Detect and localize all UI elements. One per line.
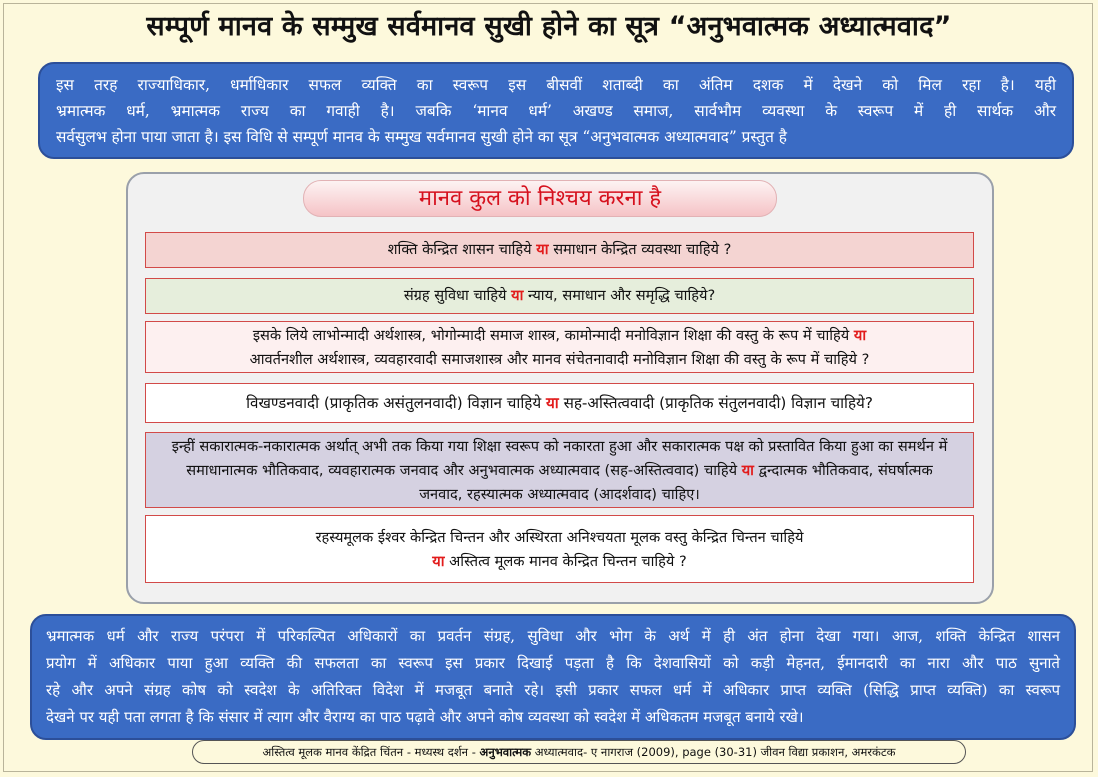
or-connector: या (545, 394, 559, 412)
or-connector: या (511, 287, 524, 304)
question-education-content (145, 321, 974, 373)
option-b: सह-अस्तित्ववादी (प्राकृतिक संतुलनवादी) विज्ञान चाहिये? (563, 394, 873, 412)
citation-text: अध्यात्मवाद- ए नागराज (2009), page (30-31) जीवन विद्या प्रकाशन, अमरकंटक (534, 745, 896, 759)
panel-heading: मानव कुल को निश्चय करना है (303, 180, 777, 217)
citation-text: अस्तित्व मूलक मानव केंद्रित चिंतन - मध्यस्थ दर्शन - (262, 745, 476, 759)
intro-line: इस तरह राज्याधिकार, धर्माधिकार सफल व्यक्ति का स्वरूप इस बीसवीं शताब्दी का अंतिम दशक में देखने को मिल रहा है। यही (56, 76, 1056, 94)
option-b: आवर्तनशील अर्थशास्त्र, व्यवहारवादी समाजशास्त्र और मानव संचेतनावादी मनोविज्ञान शिक्षा की वस्तु के रूप में चाहिये ? (249, 351, 870, 368)
option-a: इन्हीं सकारात्मक-नकारात्मक अर्थात् अभी तक किया गया शिक्षा स्वरूप को नकारता हुआ और सकारात्मक पक्ष को प्रस्तावित किया हुआ का समर्थन में समाधानात्मक भौतिकवाद, व्यवहारात्मक जनवाद और अनुभवात्मक अध्यात्मवाद (सह-अस्तित्ववाद) चाहिये (171, 438, 948, 479)
intro-line: सर्वसुलभ होना पाया जाता है। इस विधि से सम्पूर्ण मानव के सम्मुख सर्वमानव सुखी होने का सूत्र “अनुभवात्मक अध्यात्मवाद” प्रस्तुत है (56, 128, 787, 146)
option-b: द्वन्दात्मक भौतिकवाद, संघर्षात्मक जनवाद, रहस्यात्मक अध्यात्मवाद (आदर्शवाद) चाहिए। (419, 462, 933, 503)
conclusion-line: प्रयोग में अधिकार पाया हुआ व्यक्ति की सफलता का स्वरूप इस प्रकार दिखाई पड़ता है कि देशवासियों को कड़ी मेहनत, ईमानदारी का नारा और पाठ सुनाते (46, 654, 1060, 672)
source-citation (192, 740, 966, 764)
option-a: विखण्डनवादी (प्राकृतिक असंतुलनवादी) विज्ञान चाहिये (246, 394, 542, 412)
option-b: अस्तित्व मूलक मानव केन्द्रित चिन्तन चाहिये ? (449, 553, 687, 570)
conclusion-text-box (30, 614, 1076, 740)
conclusion-line: भ्रमात्मक धर्म और राज्य परंपरा में परिकल्पित अधिकारों का प्रवर्तन संग्रह, सुविधा और भोग के अर्थ में ही अंत होना देखा गया। आज, शक्ति केन्द्रित शासन (46, 627, 1060, 645)
option-a: इसके लिये लाभोन्मादी अर्थशास्त्र, भोगोन्मादी समाज शास्त्र, कामोन्मादी मनोविज्ञान शिक्षा की वस्तु के रूप में चाहिये (252, 327, 850, 344)
or-connector: या (536, 241, 549, 258)
conclusion-line: देखने पर यही पता लगता है कि संसार में त्याग और वैराग्य का पाठ पढ़ावे और अपने कोष व्यवस्था को स्वदेश में अधिकतम मजबूत बनाये रखे। (46, 708, 804, 726)
or-connector: या (853, 327, 867, 344)
conclusion-line: रहे और अपने संग्रह कोष को स्वदेश के अतिरिक्त विदेश में मजबूत बनाते रहे। इसी प्रकार सफल धर्म में अधिकार प्राप्त व्यक्ति (सिद्धि प्राप्त व्यक्ति) का स्वरूप (46, 681, 1060, 699)
intro-line: भ्रमात्मक धर्म, भ्रमात्मक राज्य का गवाही है। जबकि ‘मानव धर्म’ अखण्ड समाज, सार्वभौम व्यवस्था के स्वरूप में ही सार्थक और (56, 102, 1056, 120)
question-philosophy (145, 432, 974, 508)
question-thinking-center (145, 515, 974, 583)
option-b: समाधान केन्द्रित व्यवस्था चाहिये ? (553, 241, 732, 258)
option-a: संग्रह सुविधा चाहिये (403, 287, 507, 304)
citation-bold-text: अनुभवात्मक (479, 745, 532, 759)
question-science (145, 383, 974, 423)
question-accumulation-vs-justice (145, 278, 974, 314)
question-power-vs-system (145, 232, 974, 268)
option-a: रहस्यमूलक ईश्वर केन्द्रित चिन्तन और अस्थिरता अनिश्चयता मूलक वस्तु केन्द्रित चिन्तन चाहिये (315, 529, 804, 546)
option-a: शक्ति केन्द्रित शासन चाहिये (387, 241, 532, 258)
intro-text-box (38, 62, 1074, 159)
or-connector: या (432, 553, 445, 570)
option-b: न्याय, समाधान और समृद्धि चाहिये? (528, 287, 716, 304)
or-connector: या (741, 462, 754, 479)
page-title: सम्पूर्ण मानव के सम्मुख सर्वमानव सुखी होने का सूत्र “अनुभवात्मक अध्यात्मवाद” (146, 11, 952, 42)
